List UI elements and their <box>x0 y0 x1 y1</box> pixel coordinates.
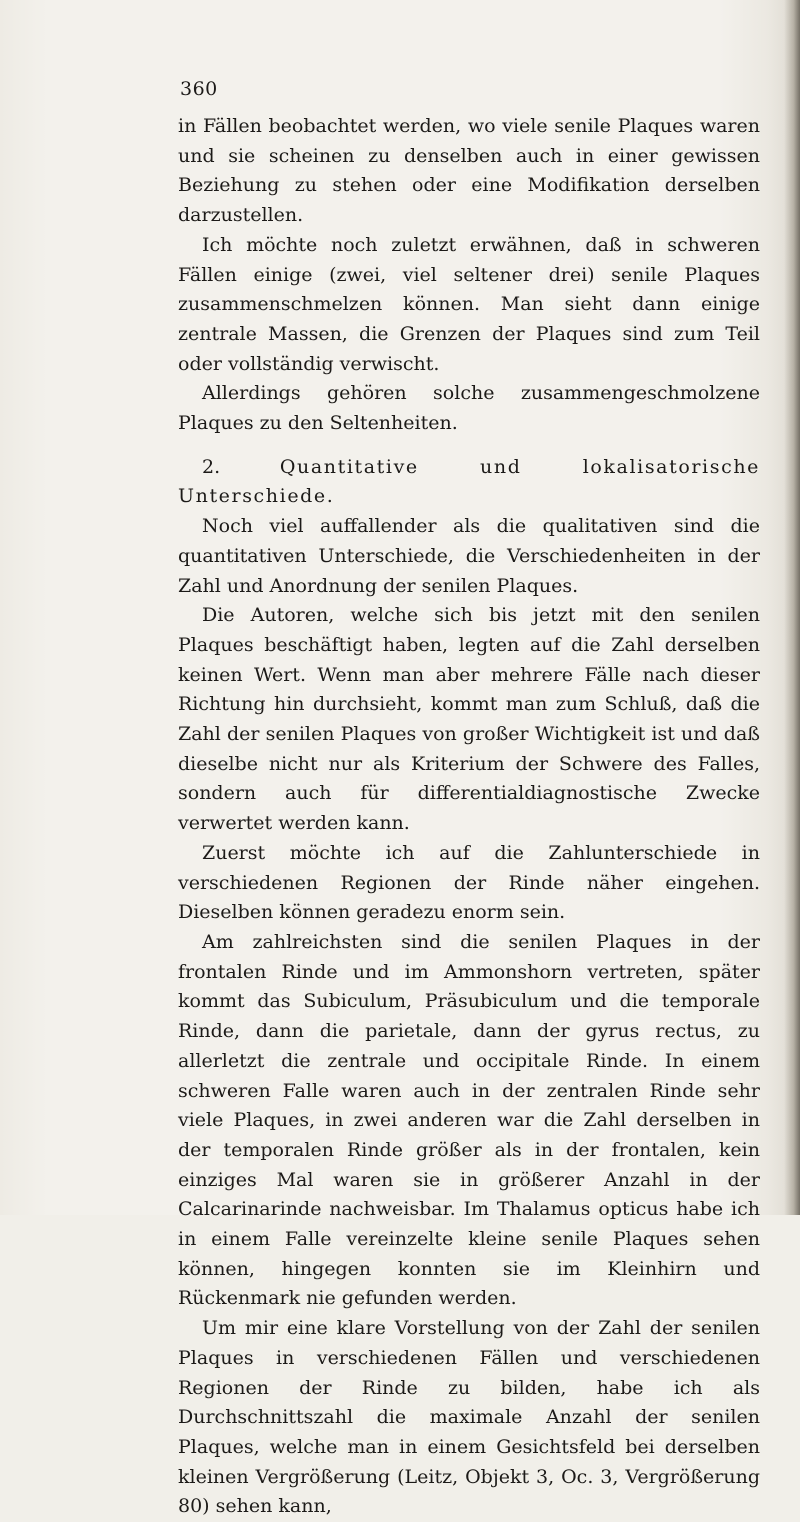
paragraph-continued: in Fällen beobachtet werden, wo viele senile Plaques waren und sie scheinen zu denselben auch in einer gewissen Beziehung zu stehen oder eine Modifikation derselben darzustellen. <box>178 115 760 227</box>
paragraph-distribution: Am zahlreichsten sind die senilen Plaques in der frontalen Rinde und im Ammonshorn vertreten, später kommt das Subiculum, Präsubiculum und die temporale Rinde, dann die parietale, dann der gyrus rectus, zu allerletzt die zentrale und occipitale Rinde. In einem schweren Falle waren auch in der zentralen Rinde sehr viele Plaques, in zwei anderen war die Zahl derselben in der temporalen Rinde größer als in der frontalen, kein einziges Mal waren sie in größerer Anzahl in der Calcarinarinde nachweisbar. Im Thalamus opticus habe ich in einem Falle vereinzelte kleine senile Plaques sehen können, hingegen konnten sie im Kleinhirn und Rückenmark nie gefunden werden. <box>178 930 760 1310</box>
page-binding-shadow <box>784 0 800 1215</box>
section-number: 2. <box>202 455 221 478</box>
paragraph-plaques-merging: Ich möchte noch zuletzt erwähnen, daß in schweren Fällen einige (zwei, viel seltener drei) senile Plaques zusammenschmelzen können. Man sieht dann einige zentrale Massen, die Grenzen der Plaques sind zum Teil oder vollständig verwischt. <box>178 233 760 375</box>
paragraph-regions: Zuerst möchte ich auf die Zahlunterschiede in verschiedenen Regionen der Rinde näher eingehen. Dieselben können geradezu enorm sein. <box>178 841 760 924</box>
text-body <box>178 112 760 1522</box>
paragraph-rarities: Allerdings gehören solche zusammengeschmolzene Plaques zu den Seltenheiten. <box>178 382 760 435</box>
paragraph-average-count: Um mir eine klare Vorstellung von der Zahl der senilen Plaques in verschiedenen Fällen und verschiedenen Regionen der Rinde zu bilden, habe ich als Durchschnittszahl die maximale Anzahl der senilen Plaques, welche man in einem Gesichtsfeld bei derselben kleinen Vergrößerung (Leitz, Objekt 3, Oc. 3, Vergrößerung 80) sehen kann, <box>178 1317 760 1518</box>
page-number: 360 <box>180 78 218 100</box>
section-heading <box>178 453 760 512</box>
paragraph-quantitative-differences: Noch viel auffallender als die qualitativen sind die quantitativen Unterschiede, die Verschiedenheiten in der Zahl und Anordnung der senilen Plaques. <box>178 515 760 597</box>
section-title: Quantitative und lokalisatorische Unterschiede. <box>178 455 761 508</box>
paragraph-authors: Die Autoren, welche sich bis jetzt mit den senilen Plaques beschäftigt haben, legten auf die Zahl derselben keinen Wert. Wenn man aber mehrere Fälle nach dieser Richtung hin durchsieht, kommt man zum Schluß, daß die Zahl der senilen Plaques von großer Wichtigkeit ist und daß dieselbe nicht nur als Kriterium der Schwere des Falles, sondern auch für differentialdiagnostische Zwecke verwertet werden kann. <box>178 604 760 835</box>
